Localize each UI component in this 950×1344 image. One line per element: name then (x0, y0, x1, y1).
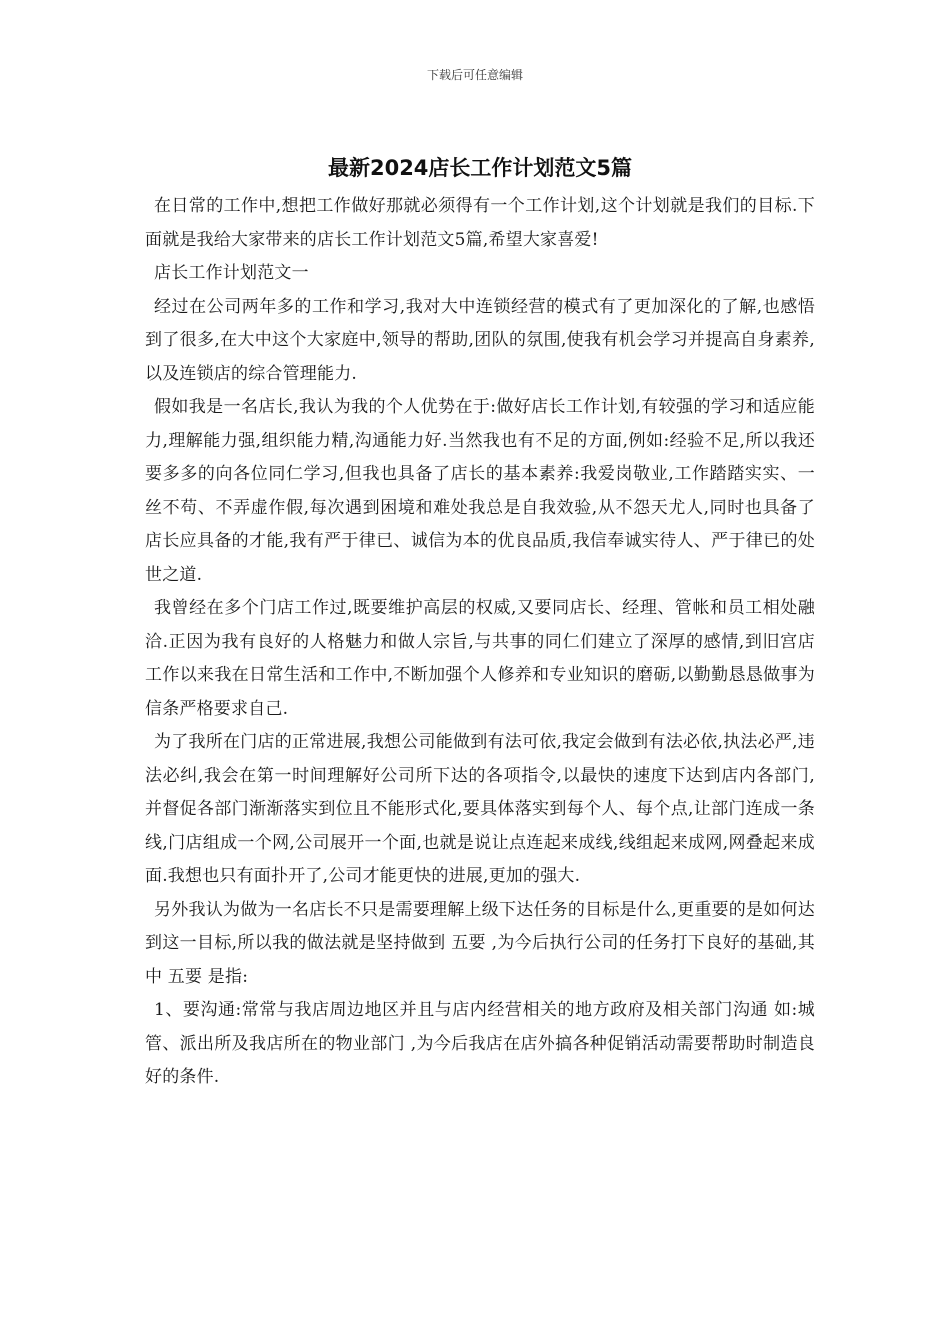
paragraph: 另外我认为做为一名店长不只是需要理解上级下达任务的目标是什么,更重要的是如何达到这一目标,所以我的做法就是坚持做到 五要 ,为今后执行公司的任务打下良好的基础,其中 五要 是指: (145, 899, 815, 987)
document-title: 最新2024店长工作计划范文5篇 (327, 156, 633, 180)
list-item: 1、要沟通:常常与我店周边地区并且与店内经营相关的地方政府及相关部门沟通 如:城管、派出所及我店所在的物业部门 ,为今后我店在店外搞各种促销活动需要帮助时制造良好的条件. (145, 1000, 815, 1087)
document-body (145, 150, 815, 1095)
paragraph: 假如我是一名店长,我认为我的个人优势在于:做好店长工作计划,有较强的学习和适应能力,理解能力强,组织能力精,沟通能力好.当然我也有不足的方面,例如:经验不足,所以我还要多多的向各位同仁学习,但我也具备了店长的基本素养:我爱岗敬业,工作踏踏实实、一丝不苟、不弄虚作假,每次遇到困境和难处我总是自我效验,从不怨天尤人,同时也具备了店长应具备的才能,我有严于律已、诚信为本的优良品质,我信奉诚实待人、严于律已的处世之道. (145, 397, 815, 585)
section-heading: 店长工作计划范文一 (154, 263, 309, 283)
paragraph: 我曾经在多个门店工作过,既要维护高层的权威,又要同店长、经理、管帐和员工相处融洽.正因为我有良好的人格魅力和做人宗旨,与共事的同仁们建立了深厚的感情,到旧宫店工作以来我在日常生活和工作中,不断加强个人修养和专业知识的磨砺,以勤勤恳恳做事为信条严格要求自己. (145, 598, 815, 719)
paragraph: 经过在公司两年多的工作和学习,我对大中连锁经营的模式有了更加深化的了解,也感悟到了很多,在大中这个大家庭中,领导的帮助,团队的氛围,使我有机会学习并提高自身素养,以及连锁店的综合管理能力. (145, 296, 815, 384)
paragraph: 为了我所在门店的正常进展,我想公司能做到有法可依,我定会做到有法必依,执法必严,违法必纠,我会在第一时间理解好公司所下达的各项指令,以最快的速度下达到店内各部门,并督促各部门渐渐落实到位且不能形式化,要具体落实到每个人、每个点,让部门连成一条线,门店组成一个网,公司展开一个面,也就是说让点连起来成线,线组起来成网,网叠起来成面.我想也只有面扑开了,公司才能更快的进展,更加的强大. (145, 732, 815, 886)
paragraph-intro: 在日常的工作中,想把工作做好那就必须得有一个工作计划,这个计划就是我们的目标.下面就是我给大家带来的店长工作计划范文5篇,希望大家喜爱! (145, 196, 815, 250)
page-header-note: 下载后可任意编辑 (426, 68, 523, 82)
